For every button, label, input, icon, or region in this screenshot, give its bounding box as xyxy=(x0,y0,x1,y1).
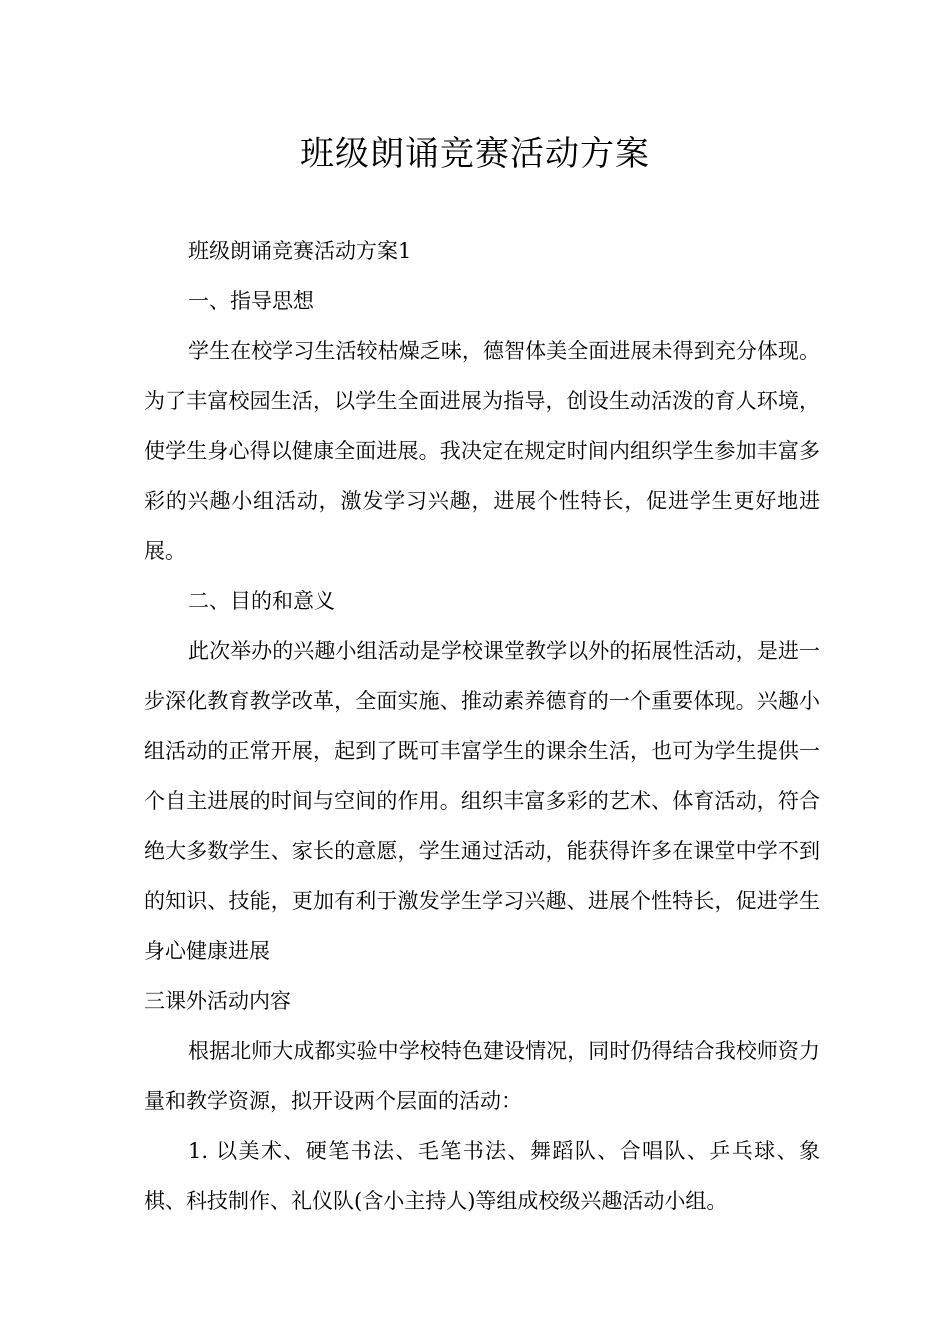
body-paragraph: 学生在校学习生活较枯燥乏味，德智体美全面进展未得到充分体现。为了丰富校园生活，以学生全面进展为指导，创设生动活泼的育人环境，使学生身心得以健康全面进展。我决定在规定时间内组织学生参加丰富多彩的兴趣小组活动，激发学习兴趣，进展个性特长，促进学生更好地进展。 xyxy=(144,339,820,563)
section-heading: 一、指导思想 xyxy=(188,289,314,313)
document-body xyxy=(144,226,820,1226)
section-heading: 班级朗诵竞赛活动方案1 xyxy=(188,239,412,263)
body-paragraph: 根据北师大成都实验中学校特色建设情况，同时仍得结合我校师资力量和教学资源，拟开设两个层面的活动： xyxy=(144,1039,820,1113)
section-heading: 三课外活动内容 xyxy=(144,989,291,1013)
document-title: 班级朗诵竞赛活动方案 xyxy=(300,134,650,174)
section-heading: 二、目的和意义 xyxy=(188,589,335,613)
body-paragraph: 此次举办的兴趣小组活动是学校课堂教学以外的拓展性活动，是进一步深化教育教学改革，全面实施、推动素养德育的一个重要体现。兴趣小组活动的正常开展，起到了既可丰富学生的课余生活，也可为学生提供一个自主进展的时间与空间的作用。组织丰富多彩的艺术、体育活动，符合绝大多数学生、家长的意愿，学生通过活动，能获得许多在课堂中学不到的知识、技能，更加有利于激发学生学习兴趣、进展个性特长，促进学生身心健康进展 xyxy=(144,639,820,963)
list-item: 1. 以美术、硬笔书法、毛笔书法、舞蹈队、合唱队、乒乓球、象棋、科技制作、礼仪队(含小主持人)等组成校级兴趣活动小组。 xyxy=(144,1139,820,1213)
